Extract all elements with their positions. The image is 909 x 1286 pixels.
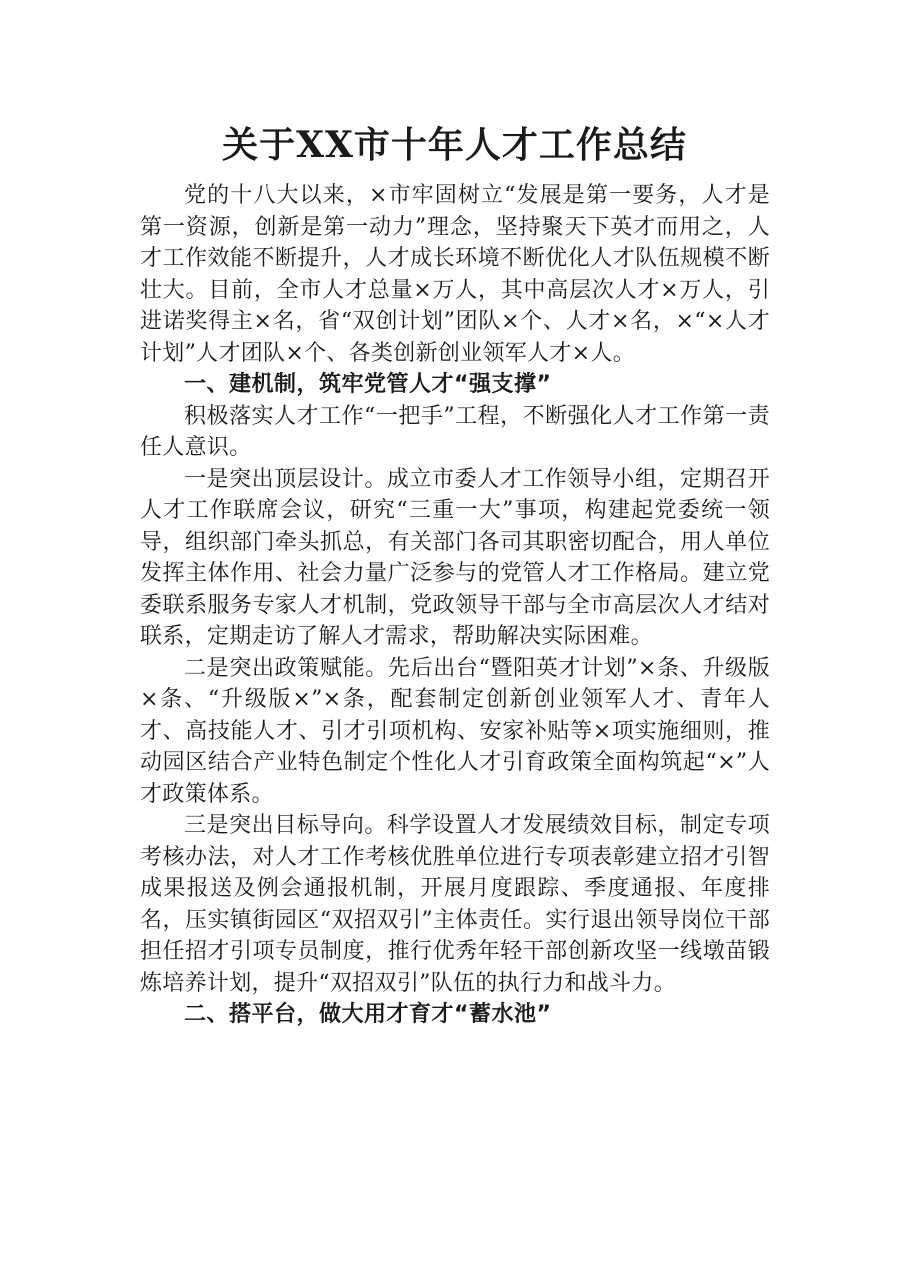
- document-body: [140, 180, 770, 1031]
- section-heading-2: 二、搭平台，做大用才育才“蓄水池”: [184, 1002, 552, 1027]
- intro-paragraph: 党的十八大以来，×市牢固树立“发展是第一要务，人才是第一资源，创新是第一动力”理念，坚持聚天下英才而用之，人才工作效能不断提升，人才成长环境不断优化人才队伍规模不断壮大。目前，全市人才总量×万人，其中高层次人才×万人，引进诺奖得主×名，省“双创计划”团队×个、人才×名，×“×人才计划”人才团队×个、各类创新创业领军人才×人。: [140, 183, 770, 366]
- section-1-point-3-paragraph: 三是突出目标导向。科学设置人才发展绩效目标，制定专项考核办法，对人才工作考核优胜单位进行专项表彰建立招才引智成果报送及例会通报机制，开展月度跟踪、季度通报、年度排名，压实镇街园区“双招双引”主体责任。实行退出领导岗位干部担任招才引项专员制度，推行优秀年轻干部创新攻坚一线墩苗锻炼培养计划，提升“双招双引”队伍的执行力和战斗力。: [140, 813, 770, 996]
- section-1-point-1-paragraph: 一是突出顶层设计。成立市委人才工作领导小组，定期召开人才工作联席会议，研究“三重一大”事项，构建起党委统一领导，组织部门牵头抓总，有关部门各司其职密切配合，用人单位发挥主体作用、社会力量广泛参与的党管人才工作格局。建立党委联系服务专家人才机制，党政领导干部与全市高层次人才结对联系，定期走访了解人才需求，帮助解决实际困难。: [140, 466, 770, 649]
- section-1-intro-paragraph: 积极落实人才工作“一把手”工程，不断强化人才工作第一责任人意识。: [140, 403, 770, 460]
- section-1-point-2-paragraph: 二是突出政策赋能。先后出台“暨阳英才计划”×条、升级版×条、“升级版×”×条，配套制定创新创业领军人才、青年人才、高技能人才、引才引项机构、安家补贴等×项实施细则，推动园区结合产业特色制定个性化人才引育政策全面构筑起“×”人才政策体系。: [140, 655, 770, 807]
- document-title: 关于XX市十年人才工作总结: [222, 124, 687, 166]
- section-heading-1: 一、建机制，筑牢党管人才“强支撑”: [184, 372, 552, 397]
